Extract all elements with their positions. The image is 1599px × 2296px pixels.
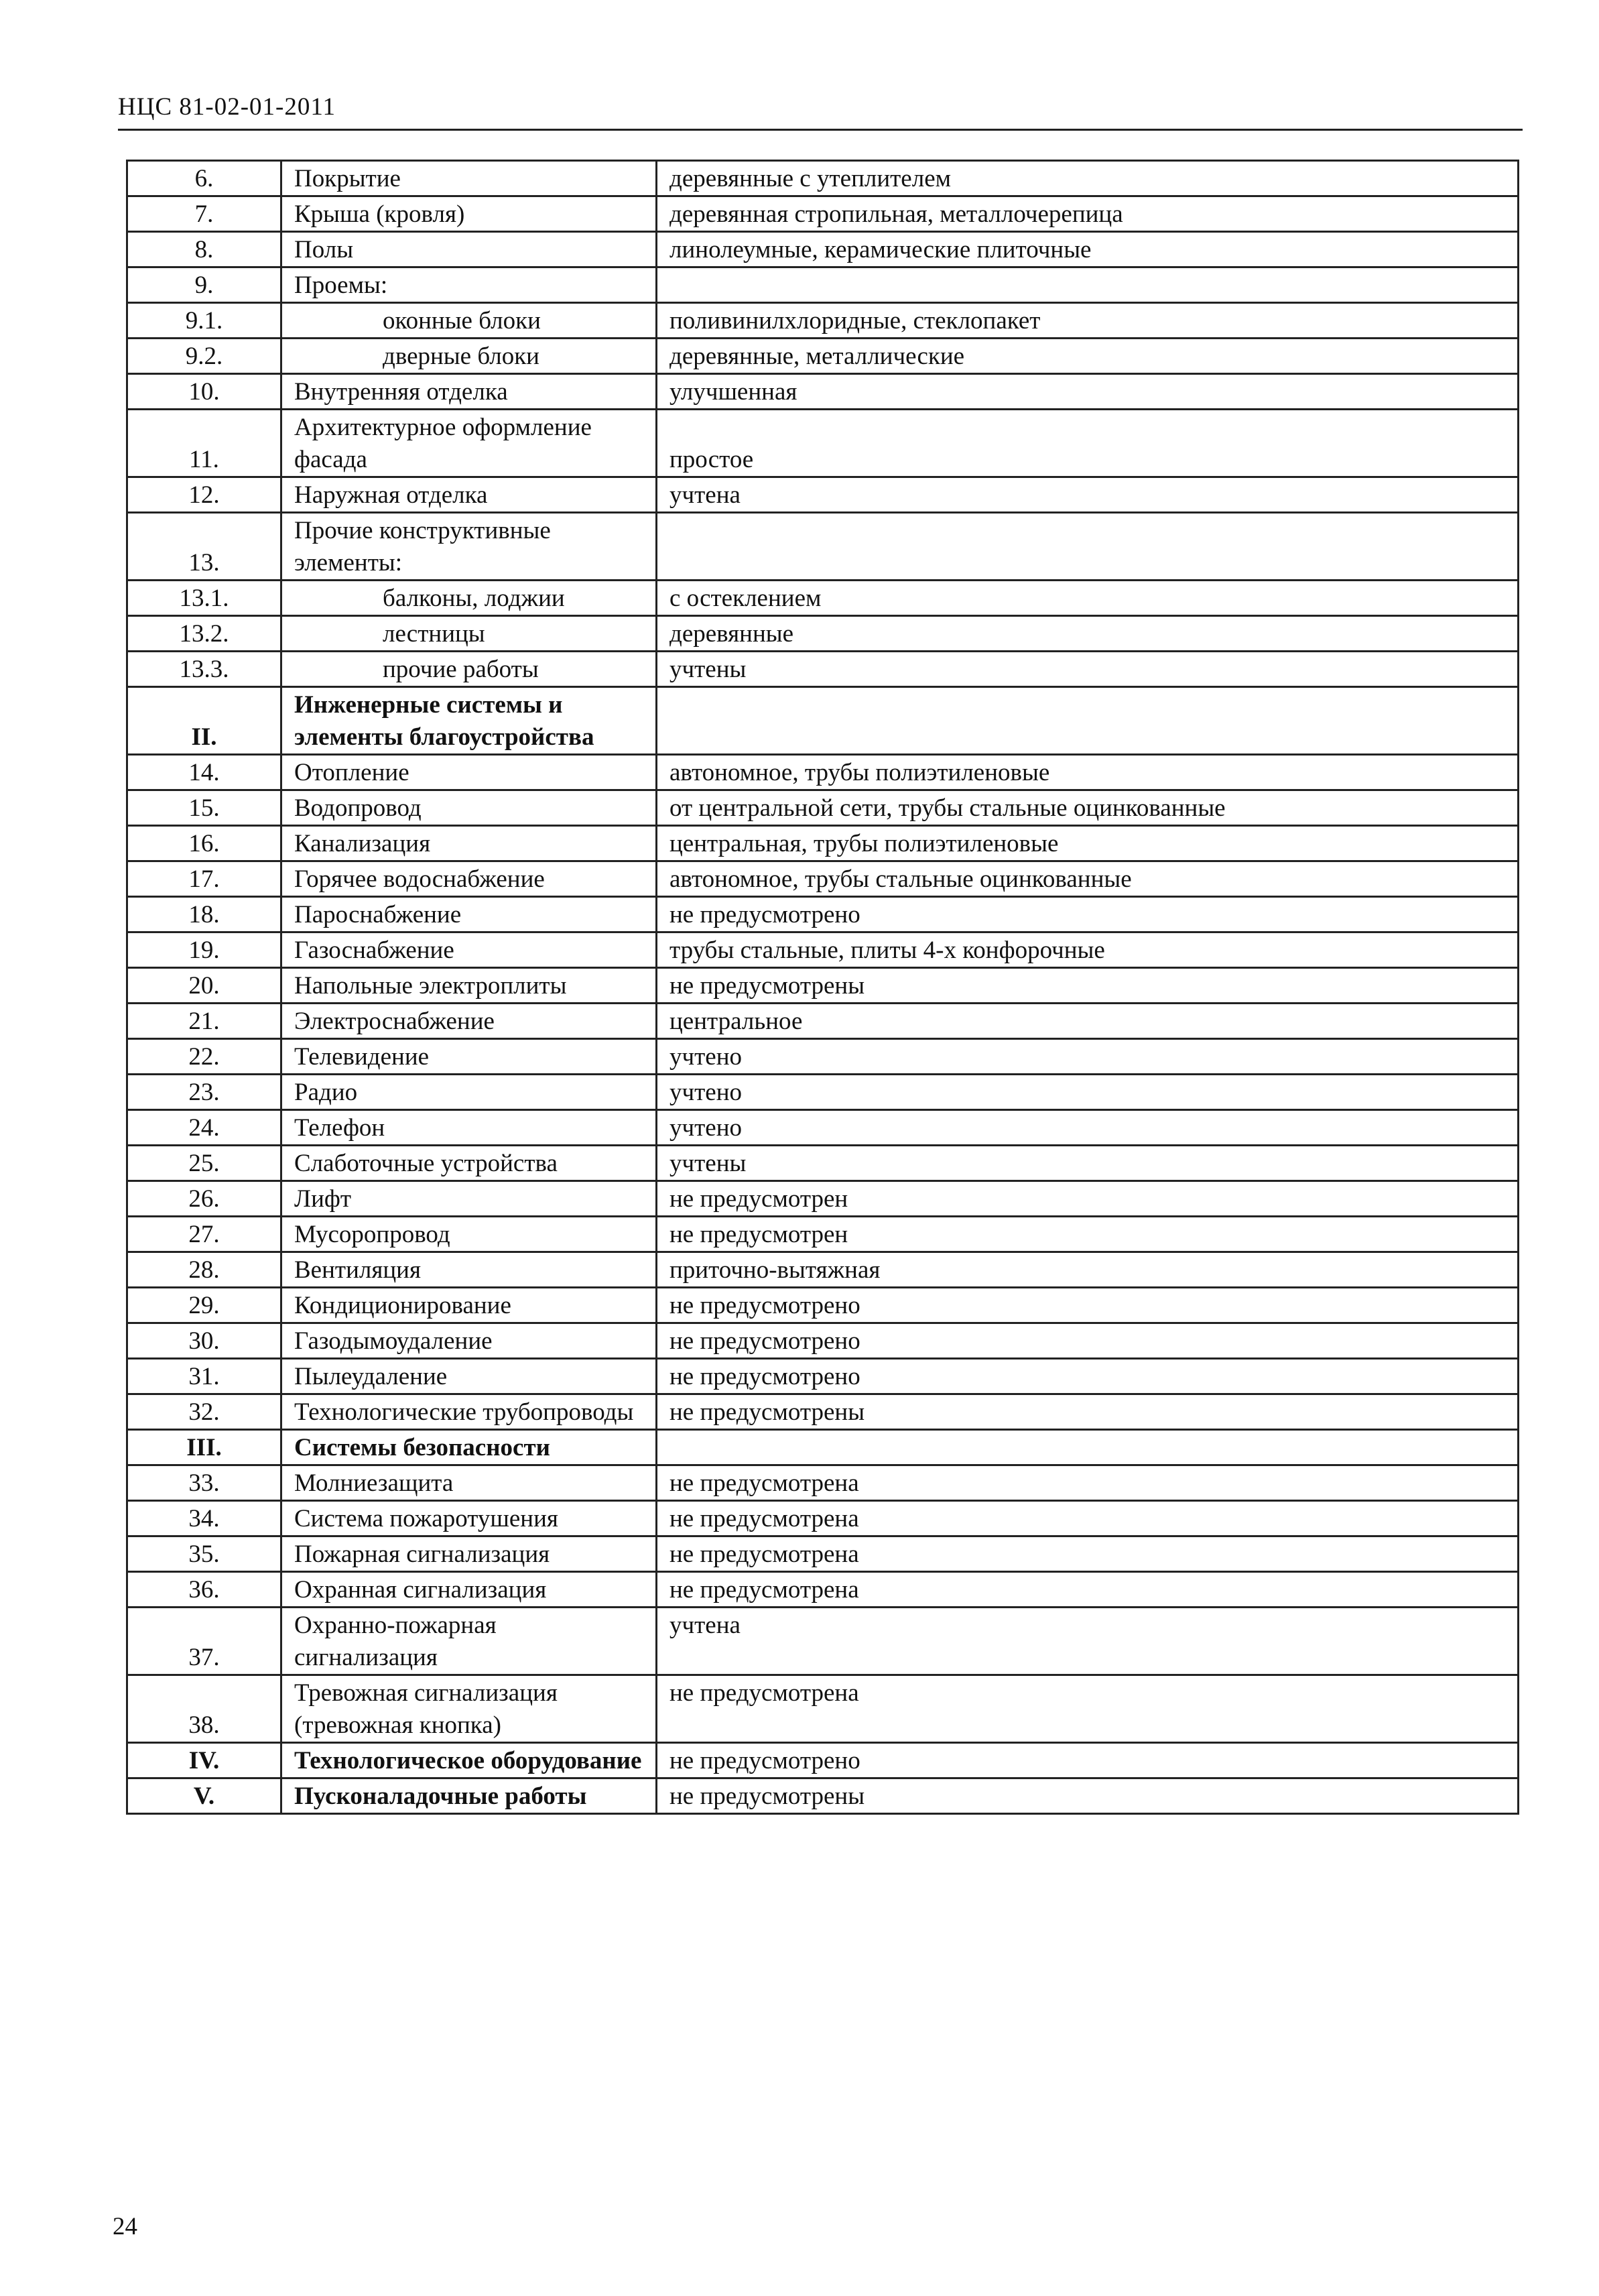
row-number: 9.2. bbox=[185, 343, 223, 370]
element-name-cell bbox=[281, 1075, 657, 1110]
element-name: Проемы: bbox=[294, 271, 388, 299]
element-value: не предусмотрены bbox=[669, 1783, 865, 1810]
element-name: Технологическое оборудование bbox=[294, 1747, 642, 1774]
element-name: Полы bbox=[294, 236, 354, 263]
element-value: не предусмотрено bbox=[669, 1327, 860, 1355]
element-value-cell bbox=[657, 897, 1519, 932]
element-value-cell bbox=[657, 616, 1519, 652]
element-value: учтено bbox=[669, 1079, 743, 1106]
element-name: балконы, лоджии bbox=[383, 585, 565, 612]
element-value: автономное, трубы полиэтиленовые bbox=[669, 759, 1050, 786]
row-number-cell bbox=[127, 1075, 281, 1110]
element-name-cell bbox=[281, 477, 657, 513]
element-name: Горячее водоснабжение bbox=[294, 865, 545, 893]
row-number: 26. bbox=[188, 1185, 220, 1213]
row-number: 30. bbox=[188, 1327, 220, 1355]
element-value: деревянные, металлические bbox=[669, 343, 965, 370]
row-number-cell bbox=[127, 196, 281, 232]
element-name-cell bbox=[281, 1465, 657, 1501]
element-value-cell bbox=[657, 1743, 1519, 1778]
element-value-cell bbox=[657, 1501, 1519, 1536]
element-value-cell bbox=[657, 1608, 1519, 1675]
row-number: 9. bbox=[194, 271, 214, 299]
row-number-cell bbox=[127, 513, 281, 581]
element-value: центральная, трубы полиэтиленовые bbox=[669, 830, 1059, 857]
element-value: с остеклением bbox=[669, 585, 822, 612]
row-number-cell bbox=[127, 1288, 281, 1323]
row-number: 17. bbox=[188, 865, 220, 893]
row-number-cell bbox=[127, 1743, 281, 1778]
element-name-cell bbox=[281, 687, 657, 755]
table-row bbox=[127, 1394, 1519, 1430]
row-number-cell bbox=[127, 1359, 281, 1394]
element-name: Газоснабжение bbox=[294, 936, 454, 964]
row-number: 27. bbox=[188, 1221, 220, 1248]
table-row bbox=[127, 303, 1519, 339]
row-number: 34. bbox=[188, 1505, 220, 1532]
element-value-cell bbox=[657, 861, 1519, 897]
table-row bbox=[127, 1743, 1519, 1778]
table-row bbox=[127, 687, 1519, 755]
row-number-cell bbox=[127, 1675, 281, 1743]
element-name-cell bbox=[281, 196, 657, 232]
table-row bbox=[127, 1778, 1519, 1814]
table-row bbox=[127, 932, 1519, 968]
row-number: 36. bbox=[188, 1576, 220, 1604]
row-number: 38. bbox=[188, 1711, 220, 1739]
row-number-cell bbox=[127, 339, 281, 374]
element-value: учтено bbox=[669, 1043, 743, 1071]
element-name: Тревожная сигнализация (тревожная кнопка) bbox=[294, 1679, 558, 1739]
specification-table bbox=[126, 160, 1519, 1815]
row-number-cell bbox=[127, 1536, 281, 1572]
element-name: Отопление bbox=[294, 759, 409, 786]
table-row bbox=[127, 1536, 1519, 1572]
element-value-cell bbox=[657, 1075, 1519, 1110]
row-number: 15. bbox=[188, 794, 220, 822]
element-value: линолеумные, керамические плиточные bbox=[669, 236, 1092, 263]
element-value-cell bbox=[657, 1181, 1519, 1217]
element-name-cell bbox=[281, 1743, 657, 1778]
element-name: Напольные электроплиты bbox=[294, 972, 567, 1000]
element-name-cell bbox=[281, 1039, 657, 1075]
row-number: 29. bbox=[188, 1292, 220, 1319]
element-value-cell bbox=[657, 374, 1519, 410]
element-value-cell bbox=[657, 790, 1519, 826]
element-name: Пылеудаление bbox=[294, 1363, 448, 1390]
element-name: Прочие конструктивные элементы: bbox=[294, 517, 551, 577]
element-name-cell bbox=[281, 1217, 657, 1252]
table-row bbox=[127, 1252, 1519, 1288]
element-value: приточно-вытяжная bbox=[669, 1256, 881, 1284]
element-name-cell bbox=[281, 339, 657, 374]
row-number: 7. bbox=[194, 200, 214, 228]
element-name-cell bbox=[281, 161, 657, 196]
table-row bbox=[127, 1359, 1519, 1394]
table-row bbox=[127, 1501, 1519, 1536]
row-number-cell bbox=[127, 790, 281, 826]
element-value-cell bbox=[657, 1572, 1519, 1608]
element-name-cell bbox=[281, 861, 657, 897]
element-value: автономное, трубы стальные оцинкованные bbox=[669, 865, 1132, 893]
table-row bbox=[127, 1430, 1519, 1465]
row-number: 11. bbox=[189, 446, 219, 473]
row-number: 22. bbox=[188, 1043, 220, 1071]
table-row bbox=[127, 1675, 1519, 1743]
element-name: Слаботочные устройства bbox=[294, 1150, 558, 1177]
row-number-cell bbox=[127, 1501, 281, 1536]
row-number-cell bbox=[127, 1323, 281, 1359]
element-name-cell bbox=[281, 652, 657, 687]
element-value: не предусмотрена bbox=[669, 1679, 859, 1707]
row-number-cell bbox=[127, 477, 281, 513]
row-number-cell bbox=[127, 897, 281, 932]
element-value: поливинилхлоридные, стеклопакет bbox=[669, 307, 1041, 335]
row-number-cell bbox=[127, 303, 281, 339]
element-name: Вентиляция bbox=[294, 1256, 421, 1284]
table-row bbox=[127, 826, 1519, 861]
row-number: 24. bbox=[188, 1114, 220, 1142]
element-name-cell bbox=[281, 1323, 657, 1359]
row-number: 21. bbox=[188, 1008, 220, 1035]
element-value: учтена bbox=[669, 1612, 741, 1639]
element-name: Газодымоудаление bbox=[294, 1327, 493, 1355]
element-value: деревянные с утеплителем bbox=[669, 165, 952, 192]
table-row bbox=[127, 861, 1519, 897]
element-name-cell bbox=[281, 1675, 657, 1743]
table-row bbox=[127, 1217, 1519, 1252]
table-row bbox=[127, 1039, 1519, 1075]
element-value-cell bbox=[657, 755, 1519, 790]
row-number: 12. bbox=[188, 481, 220, 509]
element-value: учтена bbox=[669, 481, 741, 509]
element-name-cell bbox=[281, 1004, 657, 1039]
row-number: 13. bbox=[188, 549, 220, 577]
row-number-cell bbox=[127, 932, 281, 968]
row-number-cell bbox=[127, 1465, 281, 1501]
element-value: от центральной сети, трубы стальные оцинкованные bbox=[669, 794, 1226, 822]
element-name: Молниезащита bbox=[294, 1469, 454, 1497]
element-value-cell bbox=[657, 1536, 1519, 1572]
element-value-cell bbox=[657, 1430, 1519, 1465]
table-row bbox=[127, 897, 1519, 932]
row-number: 14. bbox=[188, 759, 220, 786]
element-value: не предусмотрена bbox=[669, 1576, 859, 1604]
element-name: Крыша (кровля) bbox=[294, 200, 465, 228]
element-value-cell bbox=[657, 477, 1519, 513]
element-value-cell bbox=[657, 339, 1519, 374]
table-row bbox=[127, 1465, 1519, 1501]
element-value: не предусмотрено bbox=[669, 1747, 860, 1774]
row-number-cell bbox=[127, 687, 281, 755]
element-name-cell bbox=[281, 790, 657, 826]
element-value-cell bbox=[657, 652, 1519, 687]
element-name-cell bbox=[281, 267, 657, 303]
element-value-cell bbox=[657, 1146, 1519, 1181]
element-value-cell bbox=[657, 1252, 1519, 1288]
element-name-cell bbox=[281, 1394, 657, 1430]
element-value-cell bbox=[657, 161, 1519, 196]
row-number-cell bbox=[127, 1217, 281, 1252]
row-number: 13.1. bbox=[179, 585, 229, 612]
element-value-cell bbox=[657, 232, 1519, 267]
element-name: Радио bbox=[294, 1079, 358, 1106]
element-value-cell bbox=[657, 267, 1519, 303]
element-name-cell bbox=[281, 755, 657, 790]
table-row bbox=[127, 1608, 1519, 1675]
table-row bbox=[127, 232, 1519, 267]
row-number-cell bbox=[127, 616, 281, 652]
row-number: 20. bbox=[188, 972, 220, 1000]
row-number-cell bbox=[127, 1608, 281, 1675]
element-value-cell bbox=[657, 932, 1519, 968]
element-name-cell bbox=[281, 968, 657, 1004]
element-name-cell bbox=[281, 1359, 657, 1394]
row-number-cell bbox=[127, 755, 281, 790]
element-name: Канализация bbox=[294, 830, 431, 857]
element-name-cell bbox=[281, 897, 657, 932]
row-number: 10. bbox=[188, 378, 220, 406]
element-name: Внутренняя отделка bbox=[294, 378, 508, 406]
element-name-cell bbox=[281, 1181, 657, 1217]
row-number: 9.1. bbox=[185, 307, 223, 335]
row-number: 32. bbox=[188, 1398, 220, 1426]
element-value-cell bbox=[657, 581, 1519, 616]
row-number: 35. bbox=[188, 1540, 220, 1568]
element-name: Электроснабжение bbox=[294, 1008, 495, 1035]
element-value-cell bbox=[657, 1465, 1519, 1501]
row-number: 33. bbox=[188, 1469, 220, 1497]
element-name-cell bbox=[281, 1146, 657, 1181]
element-name: оконные блоки bbox=[383, 307, 541, 335]
row-number: 18. bbox=[188, 901, 220, 928]
table-row bbox=[127, 1075, 1519, 1110]
element-value-cell bbox=[657, 1217, 1519, 1252]
row-number: 31. bbox=[188, 1363, 220, 1390]
table-row bbox=[127, 790, 1519, 826]
table-row bbox=[127, 616, 1519, 652]
row-number-cell bbox=[127, 161, 281, 196]
element-value-cell bbox=[657, 1394, 1519, 1430]
element-value: не предусмотрен bbox=[669, 1185, 848, 1213]
element-name: Лифт bbox=[294, 1185, 352, 1213]
element-name-cell bbox=[281, 1572, 657, 1608]
element-name: Мусоропровод bbox=[294, 1221, 450, 1248]
element-value-cell bbox=[657, 1039, 1519, 1075]
element-name: Наружная отделка bbox=[294, 481, 488, 509]
element-name-cell bbox=[281, 1536, 657, 1572]
element-name-cell bbox=[281, 374, 657, 410]
row-number-cell bbox=[127, 1181, 281, 1217]
element-value-cell bbox=[657, 1359, 1519, 1394]
table-row bbox=[127, 339, 1519, 374]
element-value-cell bbox=[657, 1323, 1519, 1359]
specification-table-body bbox=[127, 161, 1519, 1814]
row-number-cell bbox=[127, 1394, 281, 1430]
element-name-cell bbox=[281, 826, 657, 861]
row-number-cell bbox=[127, 1004, 281, 1039]
element-name-cell bbox=[281, 1501, 657, 1536]
element-value: учтено bbox=[669, 1114, 743, 1142]
element-name: Покрытие bbox=[294, 165, 401, 192]
table-row bbox=[127, 581, 1519, 616]
table-row bbox=[127, 1288, 1519, 1323]
element-value: деревянные bbox=[669, 620, 794, 648]
row-number: 13.2. bbox=[179, 620, 229, 648]
row-number-cell bbox=[127, 652, 281, 687]
element-value: улучшенная bbox=[669, 378, 797, 406]
element-name: Архитектурное оформление фасада bbox=[294, 414, 592, 473]
row-number: 19. bbox=[188, 936, 220, 964]
element-name: Водопровод bbox=[294, 794, 422, 822]
row-number-cell bbox=[127, 861, 281, 897]
row-number-cell bbox=[127, 267, 281, 303]
element-value: не предусмотрена bbox=[669, 1469, 859, 1497]
element-name-cell bbox=[281, 1430, 657, 1465]
element-value: не предусмотрена bbox=[669, 1505, 859, 1532]
element-name: Инженерные системы и элементы благоустройства bbox=[294, 691, 594, 751]
element-name: Кондиционирование bbox=[294, 1292, 511, 1319]
element-value-cell bbox=[657, 1110, 1519, 1146]
row-number: 37. bbox=[188, 1644, 220, 1671]
element-name-cell bbox=[281, 513, 657, 581]
element-value-cell bbox=[657, 968, 1519, 1004]
row-number: II. bbox=[191, 723, 217, 751]
table-row bbox=[127, 1181, 1519, 1217]
element-name-cell bbox=[281, 616, 657, 652]
element-name: Пусконаладочные работы bbox=[294, 1783, 587, 1810]
element-name: Технологические трубопроводы bbox=[294, 1398, 634, 1426]
element-name-cell bbox=[281, 1252, 657, 1288]
element-name-cell bbox=[281, 303, 657, 339]
element-name: лестницы bbox=[383, 620, 485, 648]
row-number-cell bbox=[127, 1430, 281, 1465]
element-name-cell bbox=[281, 932, 657, 968]
table-row bbox=[127, 1323, 1519, 1359]
element-value: не предусмотрен bbox=[669, 1221, 848, 1248]
table-row bbox=[127, 1004, 1519, 1039]
element-name: Пожарная сигнализация bbox=[294, 1540, 550, 1568]
row-number: 13.3. bbox=[179, 656, 229, 683]
element-value: учтены bbox=[669, 1150, 747, 1177]
row-number-cell bbox=[127, 1146, 281, 1181]
row-number-cell bbox=[127, 410, 281, 477]
document-code-header: НЦС 81-02-01-2011 bbox=[118, 93, 336, 121]
table-row bbox=[127, 477, 1519, 513]
row-number-cell bbox=[127, 968, 281, 1004]
table-row bbox=[127, 652, 1519, 687]
row-number-cell bbox=[127, 1110, 281, 1146]
table-row bbox=[127, 1110, 1519, 1146]
row-number: 8. bbox=[194, 236, 214, 263]
element-name: Телевидение bbox=[294, 1043, 430, 1071]
element-value-cell bbox=[657, 826, 1519, 861]
element-value: центральное bbox=[669, 1008, 803, 1035]
element-name-cell bbox=[281, 232, 657, 267]
element-value: трубы стальные, плиты 4-х конфорочные bbox=[669, 936, 1105, 964]
table-row bbox=[127, 161, 1519, 196]
element-name: Пароснабжение bbox=[294, 901, 462, 928]
element-name-cell bbox=[281, 1778, 657, 1814]
row-number: IV. bbox=[188, 1747, 220, 1774]
element-value-cell bbox=[657, 513, 1519, 581]
element-value-cell bbox=[657, 687, 1519, 755]
row-number: 25. bbox=[188, 1150, 220, 1177]
element-value-cell bbox=[657, 196, 1519, 232]
element-name-cell bbox=[281, 1608, 657, 1675]
element-name-cell bbox=[281, 1110, 657, 1146]
table-row bbox=[127, 374, 1519, 410]
row-number-cell bbox=[127, 232, 281, 267]
table-row bbox=[127, 968, 1519, 1004]
element-value: не предусмотрено bbox=[669, 901, 860, 928]
row-number: V. bbox=[193, 1783, 215, 1810]
element-value: деревянная стропильная, металлочерепица bbox=[669, 200, 1123, 228]
table-row bbox=[127, 196, 1519, 232]
header-rule bbox=[118, 129, 1523, 131]
table-row bbox=[127, 410, 1519, 477]
page-number: 24 bbox=[113, 2213, 137, 2240]
row-number-cell bbox=[127, 1039, 281, 1075]
row-number: 16. bbox=[188, 830, 220, 857]
row-number: 23. bbox=[188, 1079, 220, 1106]
row-number-cell bbox=[127, 1778, 281, 1814]
element-name: Охранно-пожарная сигнализация bbox=[294, 1612, 497, 1671]
row-number-cell bbox=[127, 826, 281, 861]
row-number: 28. bbox=[188, 1256, 220, 1284]
table-row bbox=[127, 513, 1519, 581]
element-value-cell bbox=[657, 303, 1519, 339]
table-row bbox=[127, 1146, 1519, 1181]
element-name: Системы безопасности bbox=[294, 1434, 550, 1461]
row-number-cell bbox=[127, 581, 281, 616]
element-value-cell bbox=[657, 1004, 1519, 1039]
element-name-cell bbox=[281, 581, 657, 616]
element-name-cell bbox=[281, 1288, 657, 1323]
element-value: учтены bbox=[669, 656, 747, 683]
element-value-cell bbox=[657, 1288, 1519, 1323]
element-value: не предусмотрено bbox=[669, 1292, 860, 1319]
row-number-cell bbox=[127, 1572, 281, 1608]
row-number-cell bbox=[127, 1252, 281, 1288]
row-number: 6. bbox=[194, 165, 214, 192]
element-value-cell bbox=[657, 1778, 1519, 1814]
element-value: не предусмотрены bbox=[669, 1398, 865, 1426]
element-value: не предусмотрено bbox=[669, 1363, 860, 1390]
table-row bbox=[127, 755, 1519, 790]
element-name: дверные блоки bbox=[383, 343, 539, 370]
row-number: III. bbox=[186, 1434, 222, 1461]
element-value-cell bbox=[657, 1675, 1519, 1743]
element-name-cell bbox=[281, 410, 657, 477]
element-value-cell bbox=[657, 410, 1519, 477]
element-value: не предусмотрены bbox=[669, 972, 865, 1000]
row-number-cell bbox=[127, 374, 281, 410]
element-name: прочие работы bbox=[383, 656, 539, 683]
element-value: не предусмотрена bbox=[669, 1540, 859, 1568]
element-value: простое bbox=[669, 446, 754, 473]
table-row bbox=[127, 267, 1519, 303]
element-name: Охранная сигнализация bbox=[294, 1576, 547, 1604]
table-row bbox=[127, 1572, 1519, 1608]
element-name: Телефон bbox=[294, 1114, 385, 1142]
element-name: Система пожаротушения bbox=[294, 1505, 558, 1532]
